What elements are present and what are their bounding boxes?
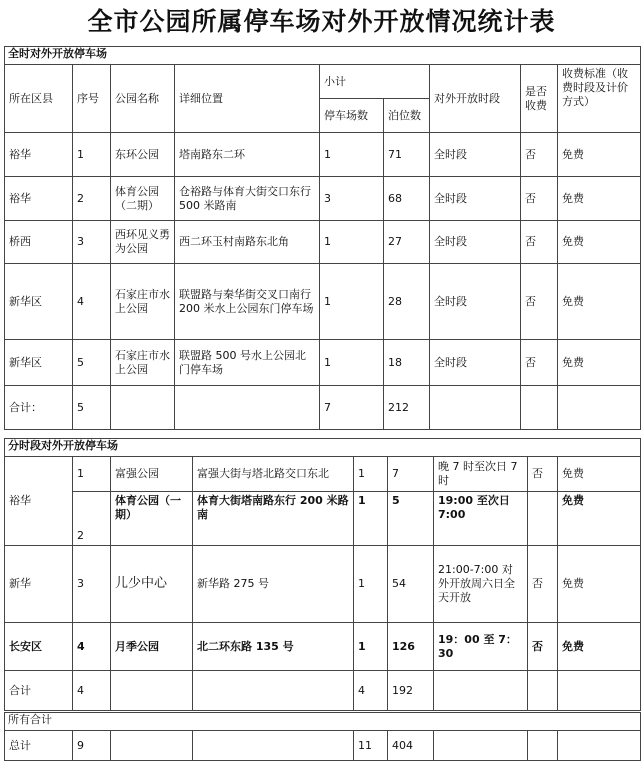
header-spaces: 泊位数 bbox=[384, 99, 430, 133]
spaces-cell: 27 bbox=[384, 221, 430, 264]
total-lots: 4 bbox=[354, 671, 388, 711]
total-spaces: 212 bbox=[384, 386, 430, 430]
district-cell: 裕华 bbox=[5, 133, 73, 177]
location-cell: 联盟路与秦华街交叉口南行 200 米水上公园东门停车场 bbox=[175, 264, 320, 340]
total-label: 合计 bbox=[5, 671, 73, 711]
location-cell: 塔南路东二环 bbox=[175, 133, 320, 177]
table-row bbox=[5, 133, 641, 177]
grand-total-row bbox=[5, 731, 641, 761]
charged-cell: 否 bbox=[521, 221, 558, 264]
fee-cell: 免费 bbox=[558, 457, 641, 492]
table-row bbox=[5, 546, 641, 623]
no-cell: 3 bbox=[73, 221, 111, 264]
park-cell: 体育公园（二期） bbox=[111, 177, 175, 221]
district-cell: 新华 bbox=[5, 546, 73, 623]
spaces-cell: 7 bbox=[388, 457, 434, 492]
lots-cell: 1 bbox=[354, 457, 388, 492]
table-row bbox=[5, 221, 641, 264]
section-fulltime-label: 全时对外开放停车场 bbox=[5, 47, 641, 65]
fee-cell: 免费 bbox=[558, 221, 641, 264]
table-row bbox=[5, 457, 641, 492]
charged-cell: 否 bbox=[521, 340, 558, 386]
location-cell: 联盟路 500 号水上公园北门停车场 bbox=[175, 340, 320, 386]
fee-cell: 免费 bbox=[558, 177, 641, 221]
table-row bbox=[5, 623, 641, 671]
park-cell: 月季公园 bbox=[111, 623, 193, 671]
grand-total-table bbox=[4, 712, 641, 761]
grand-total-spaces: 404 bbox=[388, 731, 434, 761]
grand-total-lots: 11 bbox=[354, 731, 388, 761]
hours-cell: 全时段 bbox=[430, 177, 521, 221]
location-cell: 北二环东路 135 号 bbox=[193, 623, 354, 671]
header-no: 序号 bbox=[73, 65, 111, 133]
total-no: 4 bbox=[73, 671, 111, 711]
lots-cell: 1 bbox=[320, 133, 384, 177]
charged-cell: 否 bbox=[521, 177, 558, 221]
charged-cell: 否 bbox=[528, 546, 558, 623]
section-timeslot-label: 分时段对外开放停车场 bbox=[5, 439, 641, 457]
no-cell: 2 bbox=[73, 492, 111, 546]
location-cell: 新华路 275 号 bbox=[193, 546, 354, 623]
no-cell: 1 bbox=[73, 133, 111, 177]
location-cell: 体育大街塔南路东行 200 米路南 bbox=[193, 492, 354, 546]
hours-cell: 全时段 bbox=[430, 133, 521, 177]
district-cell: 新华区 bbox=[5, 264, 73, 340]
total-spaces: 192 bbox=[388, 671, 434, 711]
park-cell: 儿少中心 bbox=[111, 546, 193, 623]
charged-cell: 否 bbox=[528, 457, 558, 492]
location-cell: 西二环玉村南路东北角 bbox=[175, 221, 320, 264]
total-row bbox=[5, 386, 641, 430]
fee-cell: 免费 bbox=[558, 492, 641, 546]
lots-cell: 1 bbox=[354, 492, 388, 546]
lots-cell: 1 bbox=[354, 623, 388, 671]
header-location: 详细位置 bbox=[175, 65, 320, 133]
park-cell: 东环公园 bbox=[111, 133, 175, 177]
hours-cell: 全时段 bbox=[430, 264, 521, 340]
no-cell: 4 bbox=[73, 623, 111, 671]
no-cell: 1 bbox=[73, 457, 111, 492]
fulltime-parking-table bbox=[4, 46, 641, 430]
park-cell: 石家庄市水上公园 bbox=[111, 340, 175, 386]
header-lots: 停车场数 bbox=[320, 99, 384, 133]
spaces-cell: 18 bbox=[384, 340, 430, 386]
table-row bbox=[5, 340, 641, 386]
fee-cell: 免费 bbox=[558, 133, 641, 177]
grand-total-no: 9 bbox=[73, 731, 111, 761]
district-cell: 桥西 bbox=[5, 221, 73, 264]
table-row bbox=[5, 177, 641, 221]
hours-cell: 19:00 至次日 7:00 bbox=[434, 492, 528, 546]
district-cell: 裕华 bbox=[5, 177, 73, 221]
total-row bbox=[5, 671, 641, 711]
header-hours: 对外开放时段 bbox=[430, 65, 521, 133]
document-title: 全市公园所属停车场对外开放情况统计表 bbox=[87, 7, 556, 36]
table-row bbox=[5, 264, 641, 340]
district-cell: 长安区 bbox=[5, 623, 73, 671]
timeslot-parking-table bbox=[4, 438, 641, 711]
location-cell: 仓裕路与体育大街交口东行 500 米路南 bbox=[175, 177, 320, 221]
no-cell: 2 bbox=[73, 177, 111, 221]
hours-cell: 19：00 至 7：30 bbox=[434, 623, 528, 671]
park-cell: 西环见义勇为公园 bbox=[111, 221, 175, 264]
district-cell: 裕华 bbox=[5, 457, 73, 546]
fee-cell: 免费 bbox=[558, 623, 641, 671]
spaces-cell: 54 bbox=[388, 546, 434, 623]
charged-cell bbox=[528, 492, 558, 546]
table-row bbox=[5, 492, 641, 546]
total-no: 5 bbox=[73, 386, 111, 430]
section-all-label: 所有合计 bbox=[5, 713, 641, 731]
park-cell: 体育公园（一期） bbox=[111, 492, 193, 546]
hours-cell: 全时段 bbox=[430, 221, 521, 264]
park-cell: 富强公园 bbox=[111, 457, 193, 492]
header-charged: 是否收费 bbox=[521, 65, 558, 133]
total-label: 合计： bbox=[5, 386, 73, 430]
fee-cell: 免费 bbox=[558, 264, 641, 340]
lots-cell: 1 bbox=[320, 264, 384, 340]
lots-cell: 1 bbox=[320, 221, 384, 264]
location-cell: 富强大街与塔北路交口东北 bbox=[193, 457, 354, 492]
charged-cell: 否 bbox=[521, 133, 558, 177]
hours-cell: 全时段 bbox=[430, 340, 521, 386]
grand-total-label: 总计 bbox=[5, 731, 73, 761]
spaces-cell: 68 bbox=[384, 177, 430, 221]
header-subtotal: 小计 bbox=[320, 65, 430, 99]
header-park: 公园名称 bbox=[111, 65, 175, 133]
hours-cell: 晚 7 时至次日 7 时 bbox=[434, 457, 528, 492]
no-cell: 5 bbox=[73, 340, 111, 386]
header-fee: 收费标准（收费时段及计价方式） bbox=[558, 65, 641, 133]
no-cell: 3 bbox=[73, 546, 111, 623]
total-lots: 7 bbox=[320, 386, 384, 430]
charged-cell: 否 bbox=[528, 623, 558, 671]
spaces-cell: 5 bbox=[388, 492, 434, 546]
lots-cell: 3 bbox=[320, 177, 384, 221]
lots-cell: 1 bbox=[354, 546, 388, 623]
lots-cell: 1 bbox=[320, 340, 384, 386]
park-cell: 石家庄市水上公园 bbox=[111, 264, 175, 340]
fee-cell: 免费 bbox=[558, 546, 641, 623]
header-district: 所在区县 bbox=[5, 65, 73, 133]
charged-cell: 否 bbox=[521, 264, 558, 340]
spaces-cell: 71 bbox=[384, 133, 430, 177]
spaces-cell: 28 bbox=[384, 264, 430, 340]
fee-cell: 免费 bbox=[558, 340, 641, 386]
spaces-cell: 126 bbox=[388, 623, 434, 671]
district-cell: 新华区 bbox=[5, 340, 73, 386]
no-cell: 4 bbox=[73, 264, 111, 340]
hours-cell: 21:00-7:00 对外开放周六日全天开放 bbox=[434, 546, 528, 623]
